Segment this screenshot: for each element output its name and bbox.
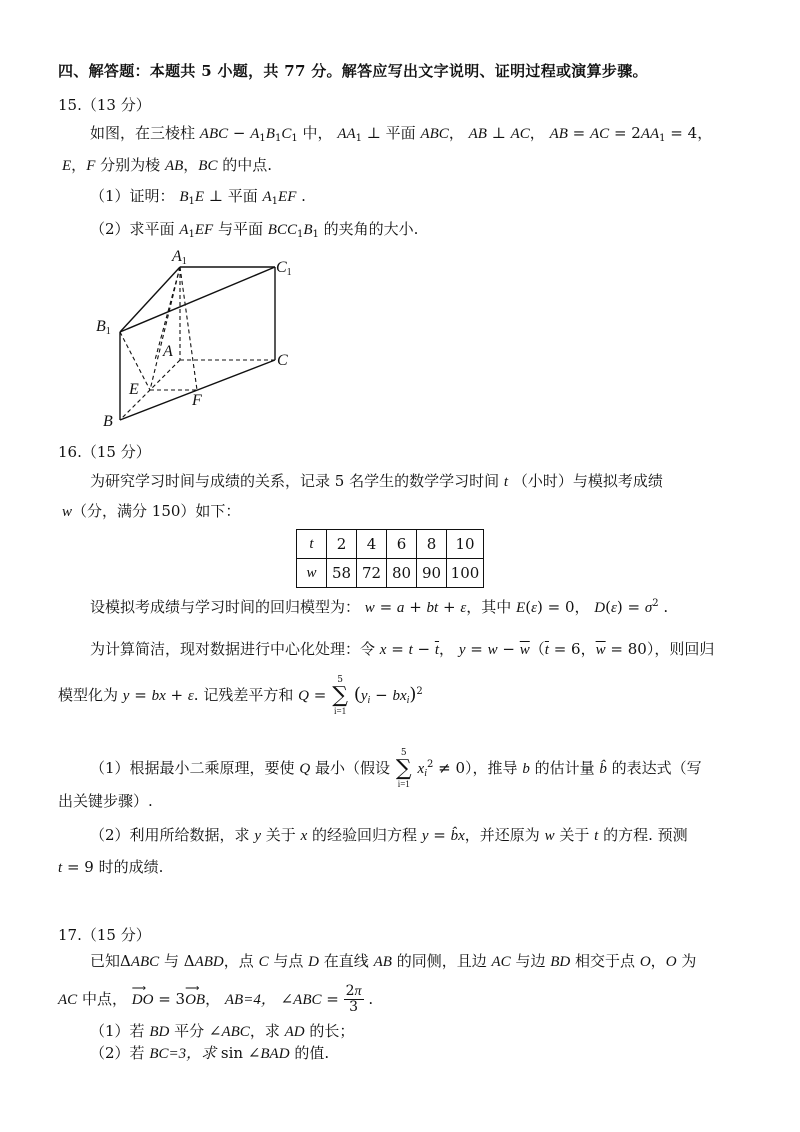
table-cell: w bbox=[297, 559, 327, 588]
label-e: E bbox=[129, 381, 139, 398]
table-cell: 2 bbox=[327, 530, 357, 559]
q17-part2: （2）若 BC=3，求 sin ∠BAD 的值. bbox=[90, 1044, 330, 1062]
label-c: C bbox=[277, 352, 288, 369]
segment-a1e bbox=[150, 267, 180, 390]
edge-b1c1 bbox=[120, 267, 275, 332]
q15-number: 15.（13 分） bbox=[58, 96, 151, 114]
table-cell: 58 bbox=[327, 559, 357, 588]
sum-symbol: 5 ∑ i=1 bbox=[395, 748, 412, 790]
table-cell: 90 bbox=[417, 559, 447, 588]
table-cell: 10 bbox=[447, 530, 484, 559]
section-heading: 四、解答题：本题共 5 小题，共 77 分。解答应写出文字说明、证明过程或演算步骤。 bbox=[58, 62, 648, 80]
data-table bbox=[296, 529, 484, 588]
table-row bbox=[297, 559, 484, 588]
edge-bc bbox=[120, 360, 275, 420]
table-cell: 4 bbox=[357, 530, 387, 559]
label-b1: $B_1$ bbox=[96, 318, 111, 337]
q16-part1-line1: （1）根据最小二乘原理，要使 Q 最小（假设 5 ∑ i=1 $x_i^2 \ne 0$），推导 b 的估计量 b̂ 的表达式（写 bbox=[90, 748, 702, 790]
q16-intro-line1: 为研究学习时间与成绩的关系，记录 5 名学生的数学学习时间 t （小时）与模拟考成绩 bbox=[90, 472, 663, 490]
q16-part2-line2: t = 9 时的成绩. bbox=[58, 858, 164, 876]
q16-part1-line2: 出关键步骤）. bbox=[58, 792, 153, 810]
table-row bbox=[297, 530, 484, 559]
sum-symbol: 5 ∑ i=1 bbox=[332, 675, 348, 717]
edge-a1b1 bbox=[120, 267, 180, 332]
q15-intro-line1: 如图，在三棱柱 ABC − $A_1B_1C_1$ 中， $AA_1$ ⊥ 平面 ABC， AB ⊥ AC， AB = AC = $2AA_1 = 4$， bbox=[90, 124, 713, 144]
table-cell: 8 bbox=[417, 530, 447, 559]
label-f: F bbox=[192, 392, 202, 409]
q15-intro-line2: E，F 分别为棱 AB，BC 的中点. bbox=[62, 156, 273, 174]
q17-part1: （1）若 BD 平分 ∠ABC，求 AD 的长； bbox=[90, 1022, 355, 1040]
table-cell: 80 bbox=[387, 559, 417, 588]
q15-part1: （1）证明： $B_1E$ ⊥ 平面 $A_1EF$ . bbox=[90, 187, 306, 207]
table-cell: t bbox=[297, 530, 327, 559]
q16-centering-line1: 为计算简洁，现对数据进行中心化处理：令 $x = t - \overline{t}$， $y = w - \overline{w}(\overline{t} = 6$，$\overline{w} = 80$），则回归 bbox=[90, 640, 715, 658]
label-c1: $C_1$ bbox=[276, 259, 292, 278]
table-cell: 100 bbox=[447, 559, 484, 588]
label-b: B bbox=[103, 413, 113, 430]
q16-part2-line1: （2）利用所给数据，求 y 关于 x 的经验回归方程 y = b̂x，并还原为 w 关于 t 的方程. 预测 bbox=[90, 826, 688, 844]
q17-number: 17.（15 分） bbox=[58, 926, 151, 944]
q15-part2: （2）求平面 $A_1EF$ 与平面 $BCC_1B_1$ 的夹角的大小. bbox=[90, 220, 419, 240]
table-cell: 72 bbox=[357, 559, 387, 588]
q16-centering-line2: 模型化为 y = bx + ε. 记残差平方和 Q = 5 ∑ i=1 $(y_i - bx_i)^2$ bbox=[58, 675, 423, 717]
q17-line1: 已知ΔABC 与 ΔABD，点 C 与点 D 在直线 AB 的同侧，且边 AC 与边 BD 相交于点 O，O 为 bbox=[90, 952, 697, 970]
label-a: A bbox=[163, 343, 173, 360]
q16-model: 设模拟考成绩与学习时间的回归模型为： w = a + bt + ε，其中 E(ε) = 0， $D(\varepsilon) = \sigma^2$ . bbox=[90, 598, 669, 616]
q16-number: 16.（15 分） bbox=[58, 443, 151, 461]
label-a1: $A_1$ bbox=[172, 248, 187, 267]
segment-a1f bbox=[180, 267, 197, 390]
q16-intro-line2: w（分，满分 150）如下： bbox=[62, 502, 241, 520]
q17-line2: AC 中点， DO ⟶ = 3OB ⟶ ， AB=4， ∠ABC = $\frac{2\pi}{3}$ . bbox=[58, 982, 374, 1016]
table-cell: 6 bbox=[387, 530, 417, 559]
